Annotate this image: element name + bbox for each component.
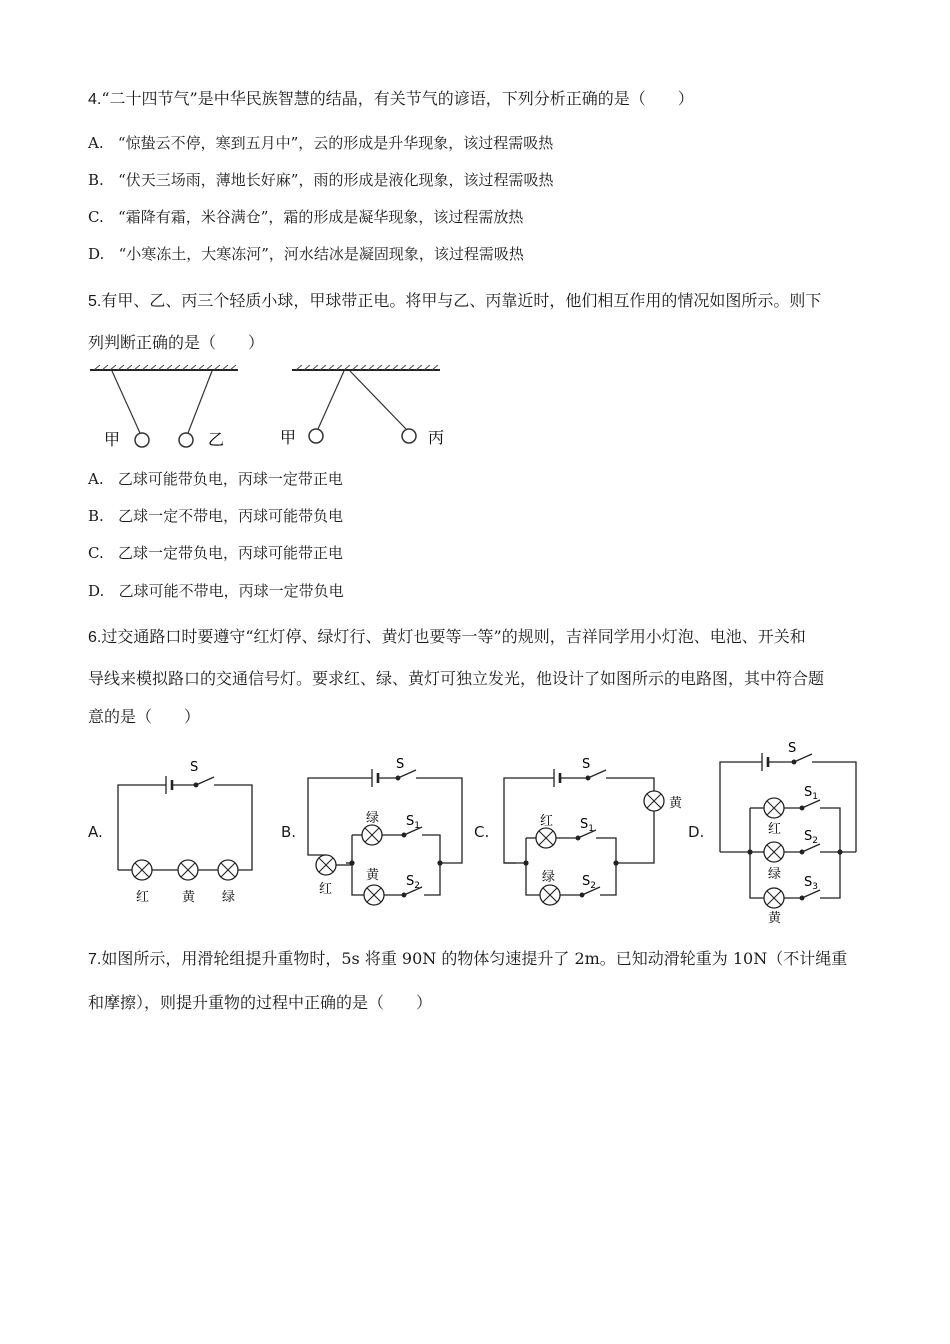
lamp-green-icon: [540, 885, 560, 905]
q4-option-b[interactable]: [88, 169, 553, 190]
question-5-text-2: 列判断正确的是（ ）: [88, 333, 265, 352]
lamp-label-green: 绿: [768, 867, 782, 882]
wire: [606, 778, 654, 791]
lamp-green-icon: [362, 825, 382, 845]
lamp-label-red: 红: [136, 890, 150, 905]
switch-label: S: [396, 757, 405, 772]
option-text: “伏天三场雨，薄地长好麻”，雨的形成是液化现象，该过程需吸热: [118, 171, 554, 189]
wire: [526, 838, 540, 895]
wire: [616, 811, 654, 863]
q5-option-b[interactable]: [88, 505, 343, 526]
ball-jia: [135, 433, 149, 447]
s2-letter: S: [804, 829, 813, 844]
lamp-red-icon: [316, 855, 336, 875]
junction-dot: [837, 849, 842, 854]
switch-label: S: [788, 741, 797, 756]
question-5-number: 5.: [88, 293, 102, 310]
q5-option-c[interactable]: [88, 542, 343, 563]
wire: [352, 835, 364, 895]
switch-s1-label: [406, 814, 420, 831]
switch-s3-label: [804, 875, 818, 892]
q4-option-a[interactable]: [88, 132, 553, 153]
question-7-text: 如图所示，用滑轮组提升重物时，5s 将重 90N 的物体匀速提升了 2m。已知动滑轮重为 10N（不计绳重: [101, 949, 848, 968]
lamp-yellow-icon: [764, 888, 784, 908]
option-key: B.: [88, 171, 104, 189]
question-6-text-2: 导线来模拟路口的交通信号灯。要求红、绿、黄灯可独立发光，他设计了如图所示的电路图，其中符合题: [88, 669, 825, 688]
s2-subscript: 2: [590, 881, 596, 891]
lamp-red-icon: [132, 860, 152, 880]
circuit-c-label[interactable]: C.: [474, 823, 490, 841]
string-yi: [188, 371, 212, 433]
circuit-b: [300, 755, 470, 915]
switch-s2-label: [582, 874, 596, 891]
s1-subscript: 1: [812, 792, 818, 802]
s3-subscript: 3: [812, 882, 818, 892]
wire: [812, 762, 856, 852]
label-yi: 乙: [208, 430, 225, 449]
s2-subscript: 2: [414, 881, 420, 891]
question-4-number: 4.: [88, 91, 102, 108]
question-5-text: 有甲、乙、丙三个轻质小球，甲球带正电。将甲与乙、丙靠近时，他们相互作用的情况如图所示。则下: [101, 291, 822, 310]
question-4-text: “二十四节气”是中华民族智慧的结晶，有关节气的谚语，下列分析正确的是（ ）: [101, 89, 694, 108]
lamp-label-red: 红: [319, 882, 333, 897]
circuit-c: [496, 755, 683, 915]
lamp-green-icon: [764, 842, 784, 862]
s1-letter: S: [804, 785, 813, 800]
string-jia: [112, 371, 140, 433]
option-key: C.: [88, 544, 104, 562]
circuit-a: [110, 755, 260, 910]
junction-dot: [437, 860, 442, 865]
switch-s1-label: [580, 817, 594, 834]
lamp-label-yellow: 黄: [366, 868, 380, 883]
option-text: “霜降有霜，米谷满仓”，霜的形成是凝华现象，该过程需放热: [118, 208, 524, 226]
wire: [596, 838, 616, 895]
option-key: D.: [88, 582, 105, 600]
lamp-red-icon: [764, 798, 784, 818]
option-key: D.: [88, 245, 105, 263]
question-4-stem: [88, 86, 694, 109]
switch-label: S: [190, 760, 199, 775]
q5-figure-right: [280, 365, 445, 450]
junction-dot: [747, 849, 752, 854]
label-jia: 甲: [280, 428, 297, 447]
junction-dot: [613, 860, 618, 865]
lamp-yellow-icon: [644, 791, 664, 811]
string-bing: [350, 371, 406, 429]
s3-letter: S: [804, 875, 813, 890]
option-key: B.: [88, 507, 104, 525]
wire: [214, 785, 252, 870]
lamp-red-icon: [536, 828, 556, 848]
lamp-label-red: 红: [540, 814, 554, 829]
s1-subscript: 1: [414, 821, 420, 831]
switch-s2-label: [406, 874, 420, 891]
ball-jia: [309, 429, 323, 443]
question-7-number: 7.: [88, 951, 102, 968]
lamp-label-green: 绿: [542, 870, 556, 885]
junction-dot: [523, 860, 528, 865]
lamp-label-yellow: 黄: [669, 796, 683, 811]
lamp-label-yellow: 黄: [768, 911, 782, 926]
string-jia: [318, 371, 344, 429]
q5-option-d[interactable]: [88, 580, 344, 601]
s2-subscript: 2: [812, 836, 818, 846]
option-key: A.: [88, 470, 104, 488]
lamp-yellow-icon: [364, 885, 384, 905]
circuit-b-label[interactable]: B.: [281, 823, 297, 841]
option-text: 乙球一定带负电，丙球可能带正电: [118, 544, 344, 562]
option-text: 乙球可能带负电，丙球一定带正电: [117, 470, 343, 488]
label-bing: 丙: [428, 428, 445, 447]
wire: [308, 778, 372, 855]
question-6-text-3: 意的是（ ）: [88, 707, 201, 726]
switch-blade: [196, 777, 214, 785]
switch-label: S: [582, 757, 591, 772]
question-6-text: 过交通路口时要遵守“红灯停、绿灯行、黄灯也要等一等”的规则，吉祥同学用小灯泡、电池、开关和: [101, 627, 806, 646]
switch-s2-label: [804, 829, 818, 846]
wire: [416, 778, 462, 863]
lamp-yellow-icon: [178, 860, 198, 880]
wire: [422, 835, 440, 895]
label-jia: 甲: [104, 430, 121, 449]
circuit-d: [712, 738, 872, 928]
wire: [118, 785, 166, 870]
lamp-label-green: 绿: [366, 811, 380, 826]
q4-option-c[interactable]: [88, 206, 523, 227]
s1-letter: S: [580, 817, 589, 832]
option-text: “小寒冻土，大寒冻河”，河水结冰是凝固现象，该过程需吸热: [118, 245, 524, 263]
s2-letter: S: [582, 874, 591, 889]
q5-option-a[interactable]: [88, 468, 343, 489]
s1-letter: S: [406, 814, 415, 829]
circuit-d-label[interactable]: D.: [688, 823, 705, 841]
option-text: 乙球可能不带电，丙球一定带负电: [118, 582, 344, 600]
wire: [820, 808, 840, 898]
question-7-text-2: 和摩擦），则提升重物的过程中正确的是（ ）: [88, 993, 433, 1012]
ball-yi: [179, 433, 193, 447]
option-text: “惊蛰云不停，寒到五月中”，云的形成是升华现象，该过程需吸热: [117, 134, 554, 152]
circuit-a-label[interactable]: A.: [88, 823, 103, 841]
q5-figure-left: [90, 365, 240, 450]
switch-s1-label: [804, 785, 818, 802]
lamp-label-green: 绿: [222, 890, 236, 905]
question-7-stem: [88, 946, 847, 969]
ball-bing: [402, 429, 416, 443]
switch-blade: [588, 770, 606, 778]
question-5-stem: [88, 288, 821, 311]
question-6-number: 6.: [88, 629, 102, 646]
wire: [720, 762, 762, 852]
lamp-green-icon: [218, 860, 238, 880]
option-key: A.: [88, 134, 104, 152]
s2-letter: S: [406, 874, 415, 889]
option-text: 乙球一定不带电，丙球可能带负电: [118, 507, 344, 525]
lamp-label-yellow: 黄: [182, 890, 196, 905]
switch-blade: [794, 754, 812, 762]
question-6-stem: [88, 624, 806, 647]
lamp-label-red: 红: [768, 822, 782, 837]
q4-option-d[interactable]: [88, 243, 524, 264]
option-key: C.: [88, 208, 104, 226]
s1-subscript: 1: [588, 824, 594, 834]
